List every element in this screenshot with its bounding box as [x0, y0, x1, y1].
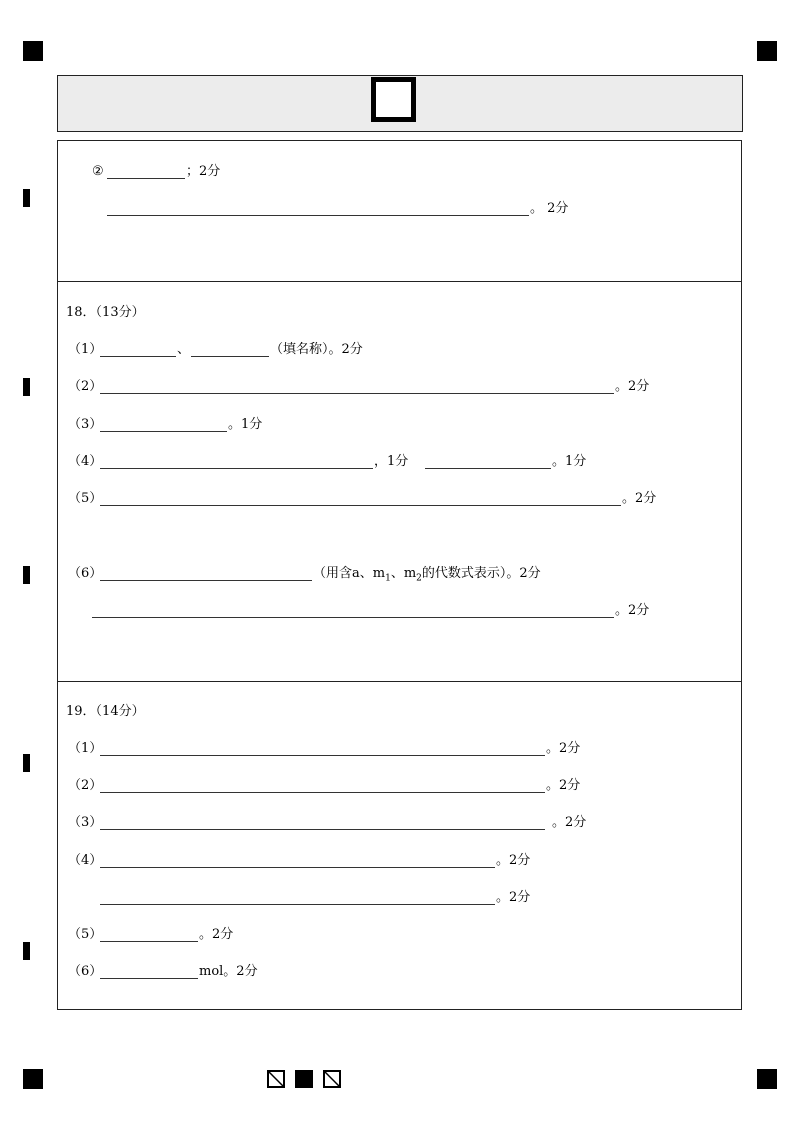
corner-mark-top-right	[757, 41, 777, 61]
q18-5-answer-line[interactable]	[100, 505, 621, 506]
timing-mark	[23, 378, 30, 396]
q18-3-answer-line[interactable]	[100, 431, 227, 432]
q19-1-score: 。2分	[546, 741, 581, 756]
footer-hatched-square	[267, 1070, 285, 1088]
corner-mark-bottom-left	[23, 1069, 43, 1089]
q19-2-answer-line[interactable]	[100, 792, 545, 793]
q19-3-label: （3）	[68, 815, 103, 830]
corner-mark-top-left	[23, 41, 43, 61]
q19-5-label: （5）	[68, 927, 103, 942]
answer-box-17	[57, 140, 742, 282]
q18-3-label: （3）	[68, 417, 103, 432]
q18-1-label: （1）	[68, 342, 103, 357]
q17-2-answer-line[interactable]	[107, 178, 185, 179]
q18-6-instruction: （用含a、$m_1$、$m_2$的代数式表示）。2分	[313, 566, 541, 584]
q19-4-answer-line-2[interactable]	[100, 904, 495, 905]
timing-mark	[23, 566, 30, 584]
footer-solid-square	[295, 1070, 313, 1088]
q18-2-answer-line[interactable]	[100, 393, 614, 394]
timing-mark	[23, 942, 30, 960]
q18-title: 18．（13分）	[66, 305, 145, 320]
q19-6-score: mol。2分	[199, 964, 258, 979]
q19-5-score: 。2分	[199, 927, 234, 942]
q19-1-label: （1）	[68, 741, 103, 756]
q19-3-answer-line[interactable]	[100, 829, 545, 830]
timing-mark	[23, 754, 30, 772]
q18-4-answer-line-b[interactable]	[425, 468, 551, 469]
answer-box-18	[57, 281, 742, 682]
q18-1-answer-line-a[interactable]	[100, 356, 176, 357]
q18-1-answer-line-b[interactable]	[191, 356, 269, 357]
q19-5-answer-line[interactable]	[100, 941, 198, 942]
q18-2-label: （2）	[68, 379, 103, 394]
q18-6-label: （6）	[68, 566, 103, 581]
q18-5-label: （5）	[68, 491, 103, 506]
q19-6-label: （6）	[68, 964, 103, 979]
header-marker-square	[371, 77, 416, 122]
q19-title: 19．（14分）	[66, 704, 145, 719]
answer-box-19	[57, 681, 742, 1010]
q18-6-answer-line[interactable]	[100, 580, 312, 581]
q18-4-score: 。1分	[552, 454, 587, 469]
q19-4-answer-line[interactable]	[100, 867, 495, 868]
q19-4-score: 。2分	[496, 853, 531, 868]
q17-2-label: ②	[92, 164, 104, 179]
q19-3-score: 。2分	[552, 815, 587, 830]
q18-1-separator: 、	[177, 342, 191, 357]
q18-6-explanation-score: 。2分	[615, 603, 650, 618]
q19-2-label: （2）	[68, 778, 103, 793]
q18-4-answer-line-a[interactable]	[100, 468, 373, 469]
q19-6-answer-line[interactable]	[100, 978, 198, 979]
q18-1-score: （填名称）。2分	[270, 342, 363, 357]
q18-3-score: 。1分	[228, 417, 263, 432]
timing-mark	[23, 189, 30, 207]
q19-4-label: （4）	[68, 853, 103, 868]
q19-2-score: 。2分	[546, 778, 581, 793]
q17-2-score: ；2分	[186, 164, 221, 179]
q18-5-score: 。2分	[622, 491, 657, 506]
footer-hatched-square	[323, 1070, 341, 1088]
q18-6-explanation-line[interactable]	[92, 617, 614, 618]
corner-mark-bottom-right	[757, 1069, 777, 1089]
q18-2-score: 。2分	[615, 379, 650, 394]
q18-4-label: （4）	[68, 454, 103, 469]
q19-1-answer-line[interactable]	[100, 755, 545, 756]
q17-2-explanation-line[interactable]	[107, 215, 529, 216]
q17-2-explanation-score: 。 2分	[530, 201, 569, 216]
q18-4-mid-score: ，1分	[374, 454, 409, 469]
q19-4-score-2: 。2分	[496, 890, 531, 905]
